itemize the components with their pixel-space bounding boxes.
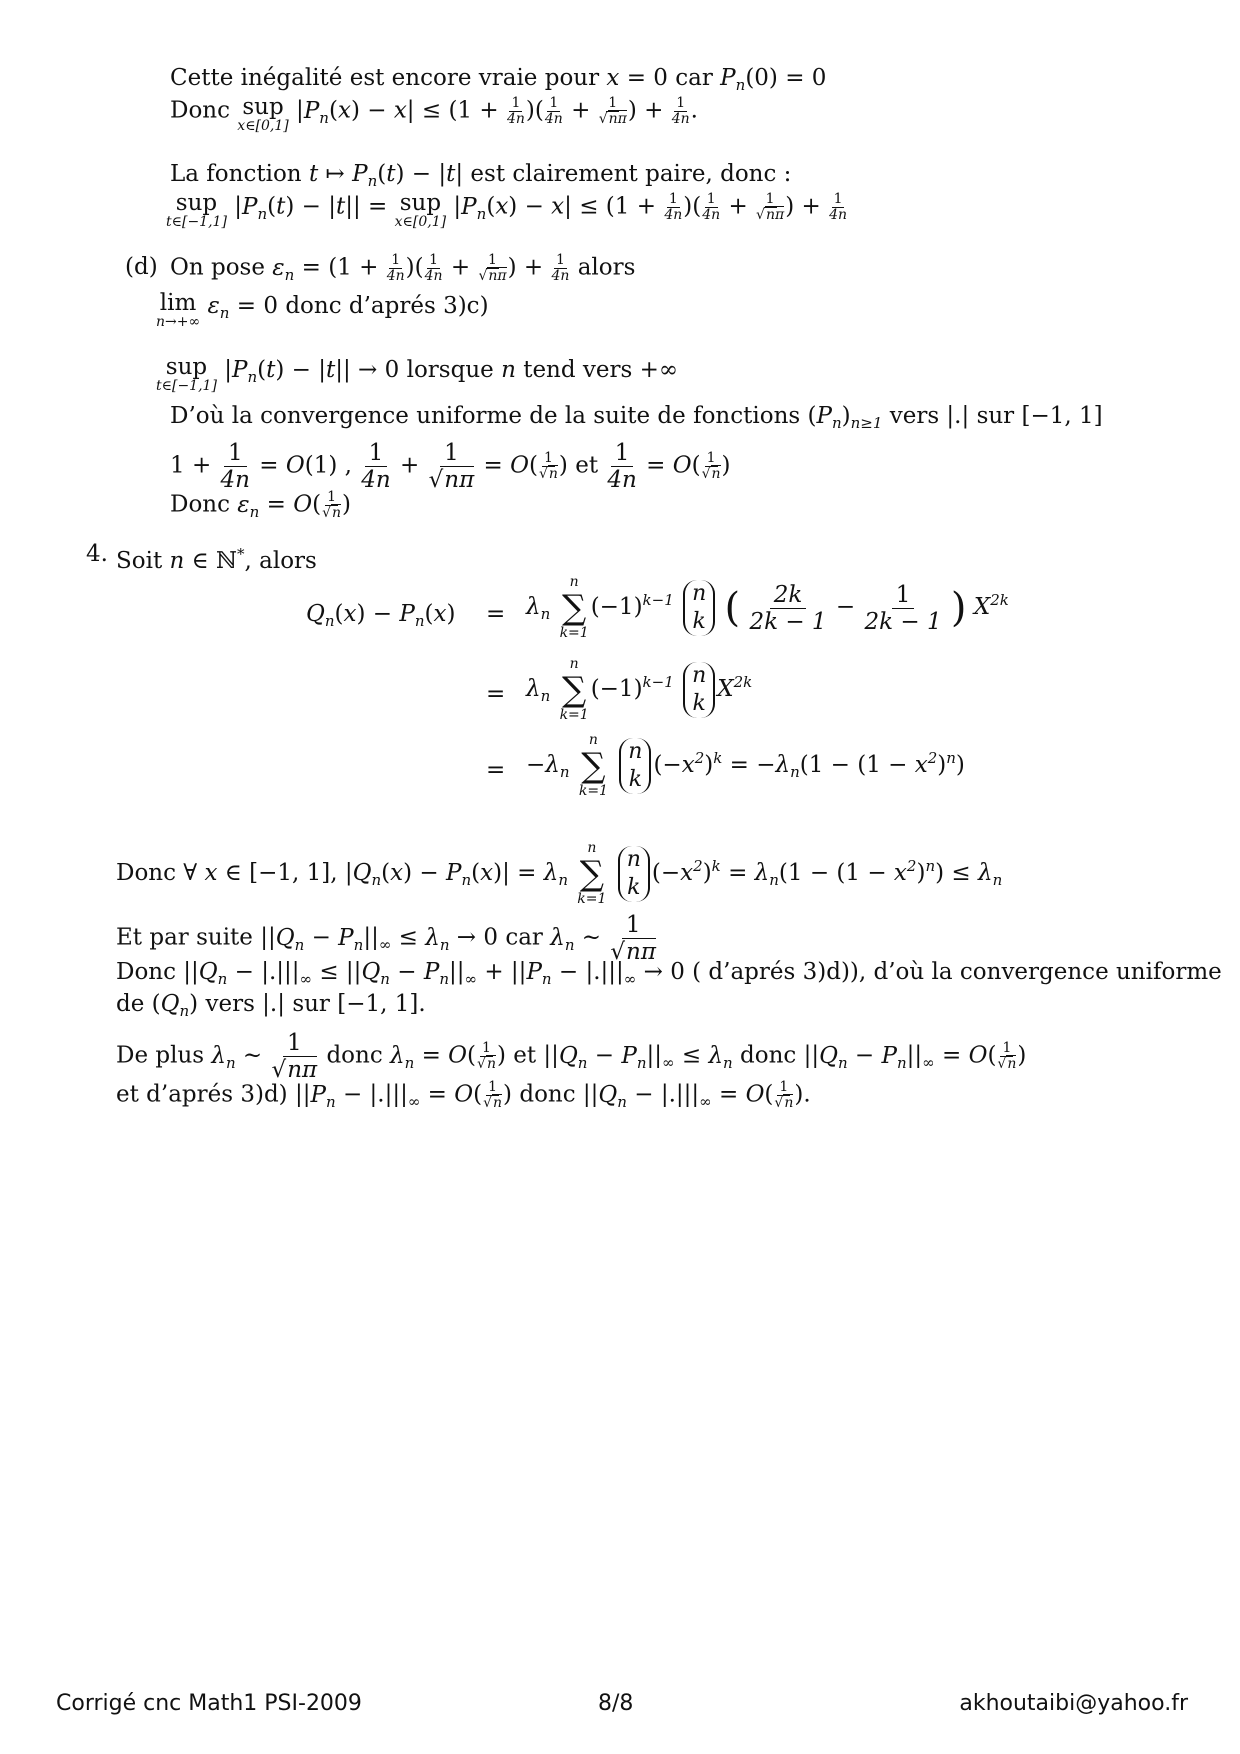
paragraph-text: De plus xyxy=(116,1042,205,1069)
paragraph-text: et xyxy=(575,452,599,479)
text-line-inegalite: Cette inégalité est encore vraie pour x = 0 car $P_n(0) = 0$ xyxy=(170,65,827,94)
paragraph-text: tend vers xyxy=(523,357,633,383)
paragraph-text: alors xyxy=(577,254,636,281)
paragraph-text: Donc xyxy=(170,491,230,518)
equation-et-dapres: et d’aprés 3)d) $||P_n - |.|||_\infty = O$( $\frac{1}{√n}$ ) donc $||Q_n - |.|||_\infty = O$( $\frac{1}{√n}$ ). xyxy=(116,1079,811,1111)
paragraph-text: Donc xyxy=(116,959,176,985)
paragraph-text: car xyxy=(505,924,543,951)
equation-triangle: Donc $||Q_n - |.|||_\infty \le ||Q_n - P_n||_\infty + ||P_n - |.|||_\infty \to 0$ ( d’aprés 3)d)), d’où la convergence uniforme xyxy=(116,959,1222,988)
paragraph-text: D’où la convergence uniforme de la suite de fonctions xyxy=(170,403,801,429)
equation-sup-paire: sup t∈[−1,1] $|P_n(t) - |t||$ = sup x∈[0,1] $|P_n(x) - x| \le (1$ + $\frac{1}{4n}$ )( $\frac{1}{4n}$ + $\frac{1}{√n\pi}$ ) + $\frac{1}{4n}$ xyxy=(166,190,847,230)
item-label: 4. xyxy=(86,541,108,567)
item-label: (d) xyxy=(125,254,158,280)
paragraph-text: donc xyxy=(740,1042,797,1069)
paragraph-text: et d’aprés 3)d) xyxy=(116,1081,288,1108)
text-line-de-qn: de $(Q_n)$ vers |.| sur [−1, 1]. xyxy=(116,991,426,1020)
equation-lim: lim n→+∞ $\varepsilon_n = 0$ donc d’aprés 3)c) xyxy=(156,290,489,330)
paragraph-text: Donc xyxy=(116,860,176,886)
paragraph-text: de xyxy=(116,991,145,1017)
paragraph-text: , alors xyxy=(244,548,317,574)
paragraph-text: donc xyxy=(519,1081,576,1108)
equation-on-pose: On pose $\varepsilon_n = (1$ + $\frac{1}{4n}$ )( $\frac{1}{4n}$ + $\frac{1}{√n\pi}$ ) + $\frac{1}{4n}$ alors xyxy=(170,252,636,284)
equation-line-2: $\lambda_n$ n ∑ k=1 $(-1)^{k-1}$ n k $X^{2k}$ xyxy=(526,656,753,723)
item-4-label xyxy=(86,540,108,568)
equation-qn-minus-pn-lhs: $Q_n(x) - P_n(x)$ xyxy=(306,601,456,630)
text-line-soit: Soit n ∈ ℕ*, alors xyxy=(116,545,317,574)
equation-donc-pour-tout: Donc ∀ x ∈ [−1, 1], $|Q_n(x) - P_n(x)| = \lambda_n$ n ∑ k=1 n k $(-x^2)^k = \lambda_n(1 - (1 - x^2)^n) \le \lambda_n$ xyxy=(116,840,1003,907)
equation-donc-sup: Donc sup x∈[0,1] $|P_n(x) - x| \le (1$ + $\frac{1}{4n}$ )( $\frac{1}{4n}$ + $\frac{1}{√n\pi}$ ) + $\frac{1}{4n}$ . xyxy=(170,94,698,134)
paragraph-text: lorsque xyxy=(406,357,494,383)
paragraph-text: vers xyxy=(205,991,255,1017)
paragraph-text: sur xyxy=(292,991,330,1017)
footer-email: akhoutaibi@yahoo.fr xyxy=(959,1691,1188,1716)
equation-grand-o: 1 + $\frac{1}{4n}$ = O(1) , $\frac{1}{4n}$ + $\frac{1}{√n\pi}$ = O( $\frac{1}{√n}$ ) et $\frac{1}{4n}$ = O( $\frac{1}{√n}$ ) xyxy=(170,440,731,493)
paragraph-text: car xyxy=(675,65,713,91)
equation-line-3: $-\lambda_n$ n ∑ k=1 n k $(-x^2)^k = -\lambda_n(1 - (1 - x^2)^n)$ xyxy=(526,732,965,799)
paragraph-text: Donc xyxy=(170,97,230,124)
text-line-fonction: La fonction t ↦ $P_n(t) - |t|$ est clairement paire, donc : xyxy=(170,161,792,190)
paragraph-text: Soit xyxy=(116,548,163,574)
paragraph-text: vers xyxy=(889,403,940,429)
equation-de-plus: De plus $\lambda_n$ ∼ $\frac{1}{√n\pi}$ donc $\lambda_n = O$( $\frac{1}{√n}$ ) et $||Q_n - P_n||_\infty \le \lambda_n$ donc $||Q_n - P_n||_\infty = O$( $\frac{1}{√n}$ ) xyxy=(116,1030,1027,1083)
footer-left: Corrigé cnc Math1 PSI-2009 xyxy=(56,1691,362,1716)
equation-epsilon-o: Donc $\varepsilon_n = O$( $\frac{1}{√n}$ ) xyxy=(170,489,351,521)
paragraph-text: donc xyxy=(326,1042,383,1069)
equals-sign: = xyxy=(486,681,506,707)
text-line-convergence: D’où la convergence uniforme de la suite de fonctions $(P_n)_{n\ge 1}$ vers |.| sur [−1, 1] xyxy=(170,403,1103,432)
paragraph-text: et xyxy=(513,1042,537,1069)
paragraph-text: Cette inégalité est encore vraie pour xyxy=(170,65,600,91)
paragraph-text: sur xyxy=(976,403,1015,429)
paragraph-text: ( d’aprés 3)d)), d’où la convergence uniforme xyxy=(692,959,1222,985)
paragraph-text: La fonction xyxy=(170,161,302,187)
equals-sign: = xyxy=(486,757,506,783)
equation-et-par-suite: Et par suite $||Q_n - P_n||_\infty \le \lambda_n \to 0$ car $\lambda_n$ ∼ $\frac{1}{√n\pi}$ xyxy=(116,912,656,965)
paragraph-text: Et par suite xyxy=(116,924,253,951)
item-d-label xyxy=(125,253,158,281)
paragraph-text: est clairement paire, donc : xyxy=(470,161,792,187)
paragraph-text: donc d’aprés 3)c) xyxy=(285,293,489,319)
equals-sign: = xyxy=(486,601,506,627)
page-number: 8/8 xyxy=(598,1691,634,1716)
equation-line-1: $\lambda_n$ n ∑ k=1 $(-1)^{k-1}$ n k ( $\frac{2k}{2k - 1}$ − $\frac{1}{2k - 1}$ ) $X^{2k}$ xyxy=(526,574,1009,641)
equation-sup-tend: sup t∈[−1,1] $|P_n(t) - |t|| \to 0$ lorsque n tend vers +∞ xyxy=(156,354,679,394)
paragraph-text: On pose xyxy=(170,254,265,281)
